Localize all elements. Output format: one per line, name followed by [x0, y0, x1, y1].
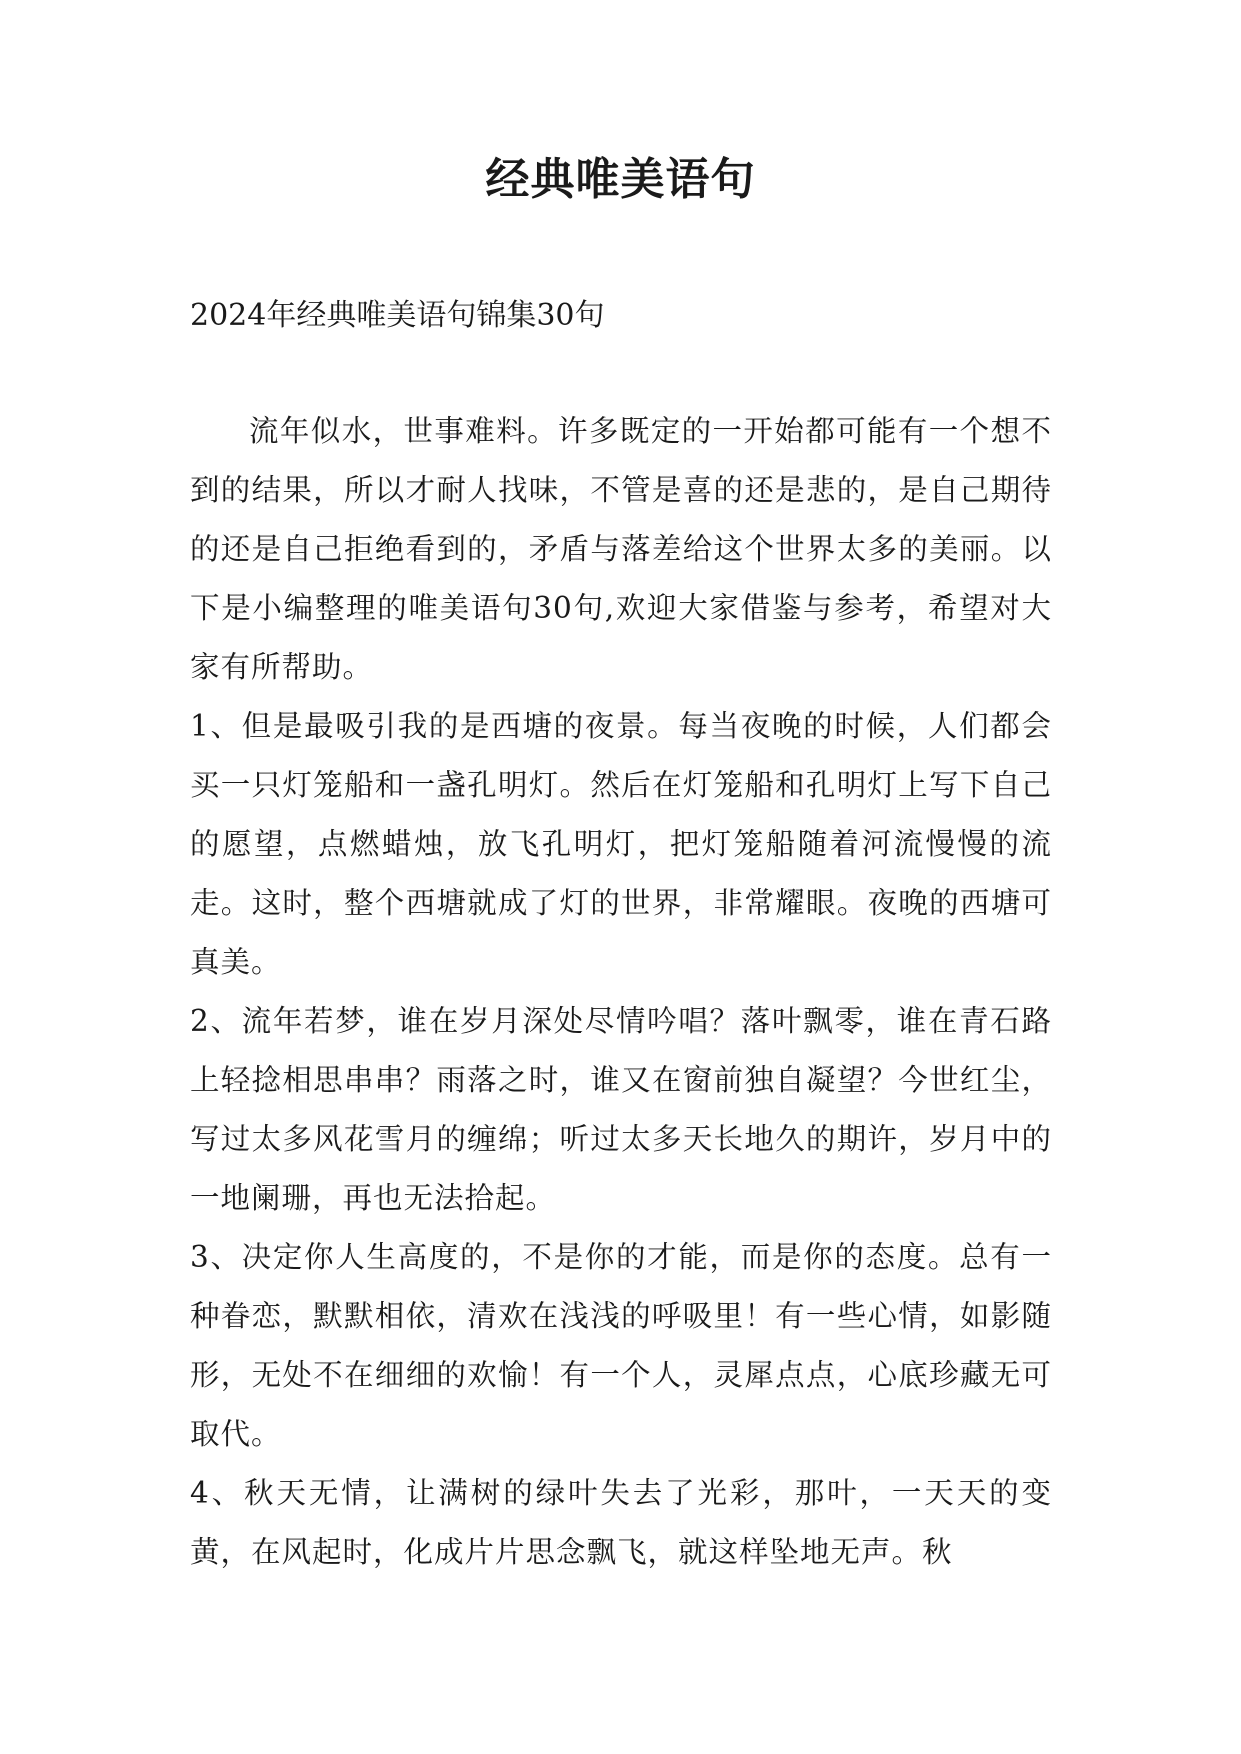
document-subtitle: 2024年经典唯美语句锦集30句	[190, 298, 605, 333]
sentence-paragraph-1: 1、但是最吸引我的是西塘的夜景。每当夜晚的时候，人们都会买一只灯笼船和一盏孔明灯。然后在灯笼船和孔明灯上写下自己的愿望，点燃蜡烛，放飞孔明灯，把灯笼船随着河流慢慢的流走。这时，整个西塘就成了灯的世界，非常耀眼。夜晚的西塘可真美。	[190, 709, 1052, 979]
document-body	[190, 402, 1052, 1582]
intro-paragraph: 流年似水，世事难料。许多既定的一开始都可能有一个想不到的结果，所以才耐人找味，不管是喜的还是悲的，是自己期待的还是自己拒绝看到的，矛盾与落差给这个世界太多的美丽。以下是小编整理的唯美语句30句,欢迎大家借鉴与参考，希望对大家有所帮助。	[190, 414, 1052, 684]
sentence-paragraph-3: 3、决定你人生高度的，不是你的才能，而是你的态度。总有一种眷恋，默默相依，清欢在浅浅的呼吸里！有一些心情，如影随形，无处不在细细的欢愉！有一个人，灵犀点点，心底珍藏无可取代。	[190, 1240, 1052, 1451]
sentence-paragraph-2: 2、流年若梦，谁在岁月深处尽情吟唱？落叶飘零，谁在青石路上轻捻相思串串？雨落之时，谁又在窗前独自凝望？今世红尘，写过太多风花雪月的缠绵；听过太多天长地久的期许，岁月中的一地阑珊，再也无法拾起。	[190, 1004, 1052, 1215]
sentence-paragraph-4: 4、秋天无情，让满树的绿叶失去了光彩，那叶，一天天的变黄，在风起时，化成片片思念飘飞，就这样坠地无声。秋	[190, 1476, 1052, 1569]
document-title: 经典唯美语句	[485, 154, 756, 205]
